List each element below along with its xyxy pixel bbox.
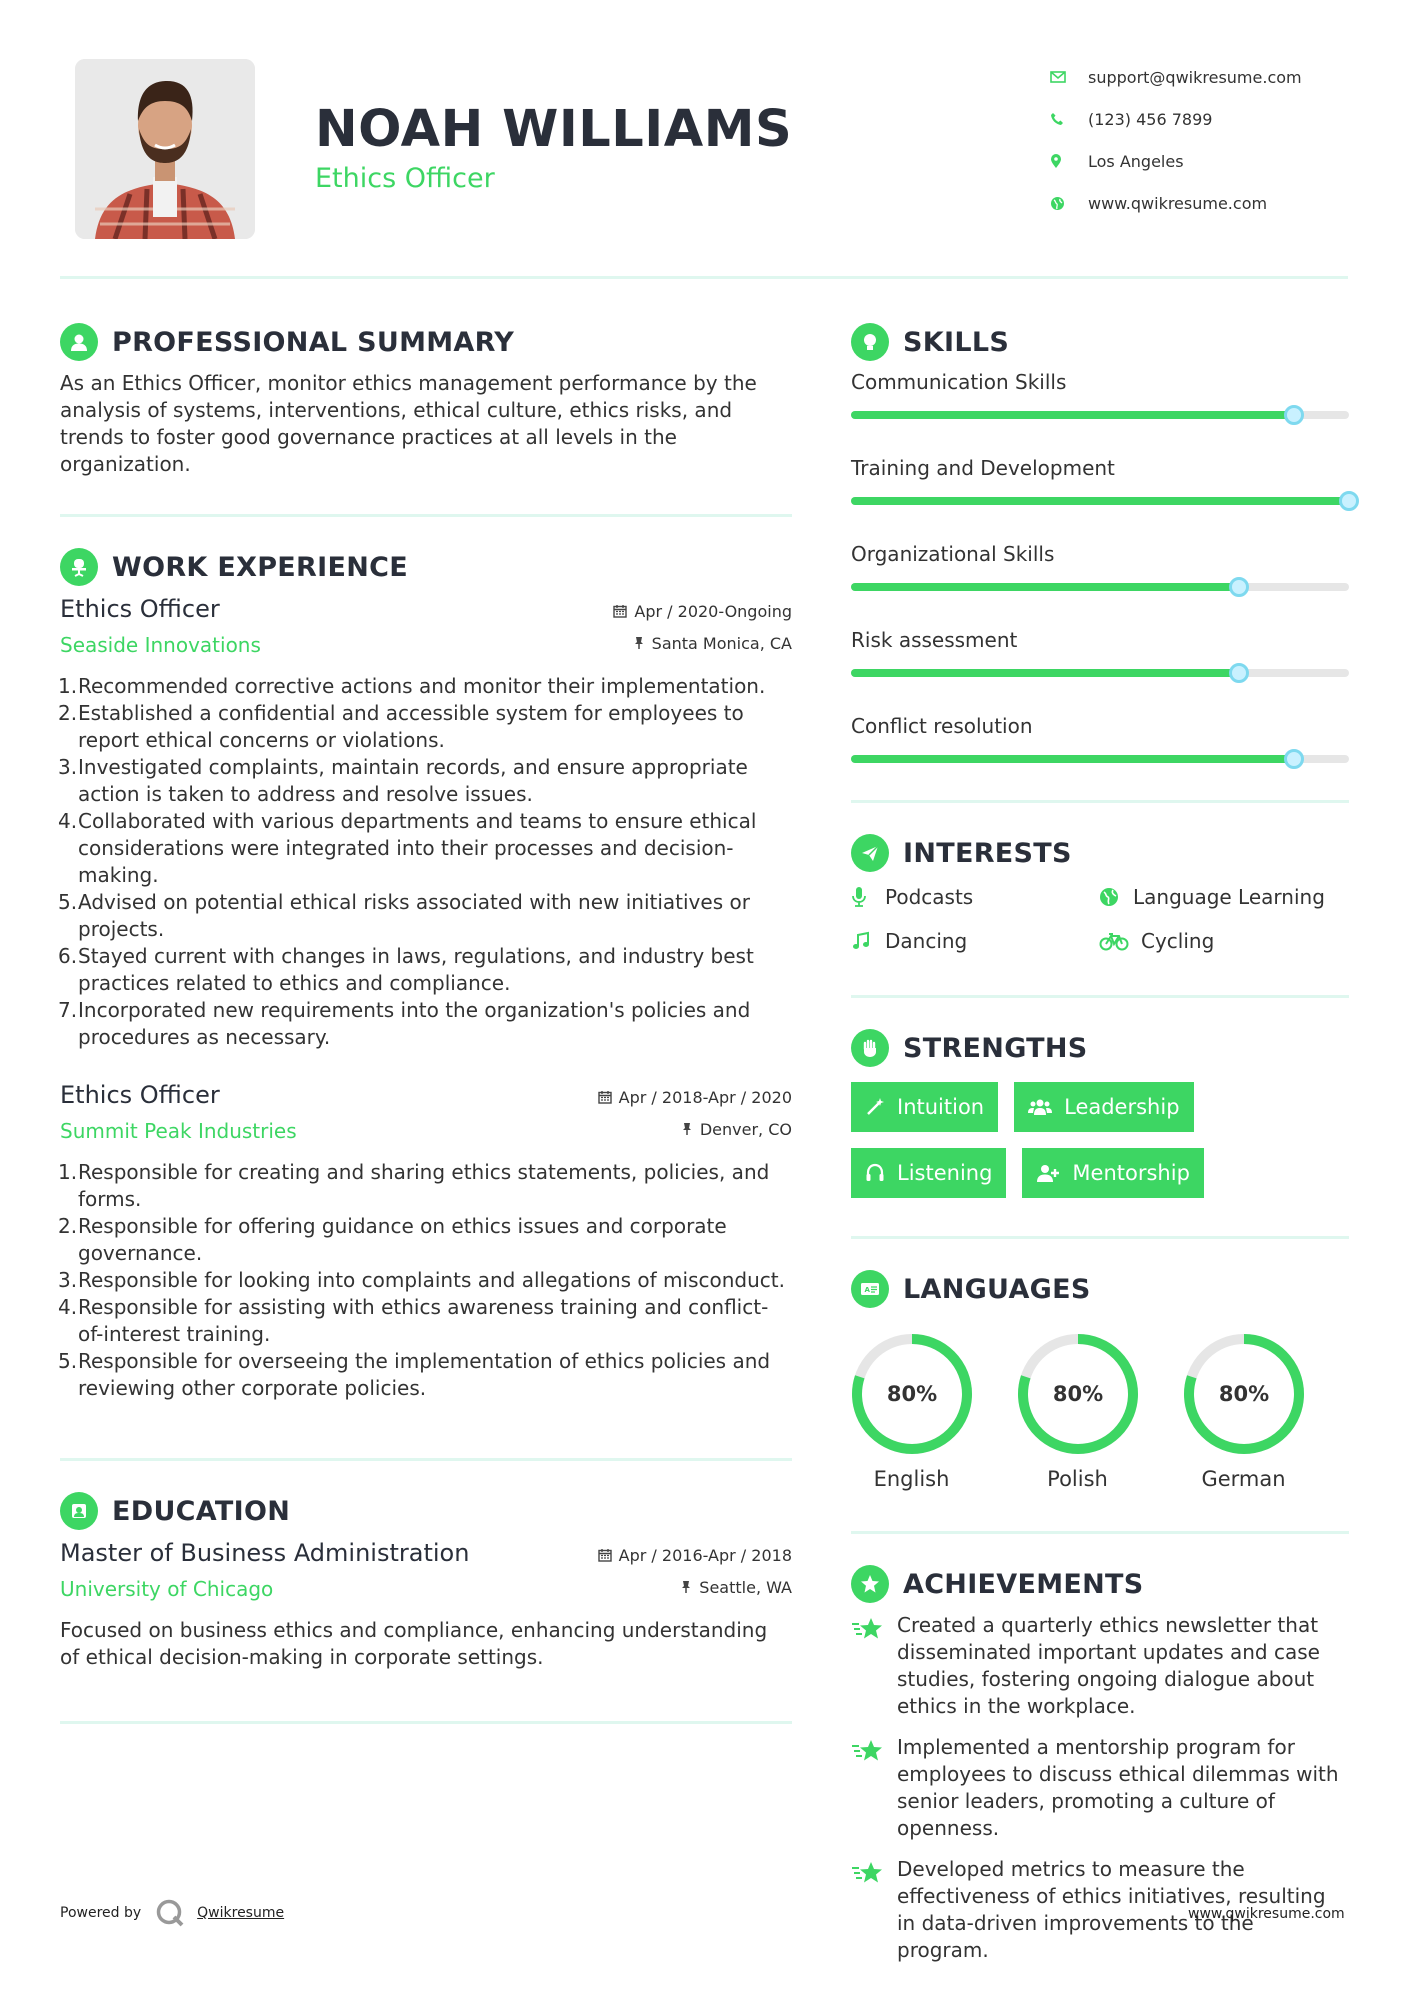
job-entry-header <box>60 595 792 659</box>
achievement-text: Created a quarterly ethics newsletter that disseminated important updates and case studies, fostering ongoing dialogue about ethics in the workplace. <box>897 1613 1320 1718</box>
skill-item <box>851 628 1349 677</box>
headphones-icon <box>865 1163 885 1183</box>
language-percent: 80% <box>1218 1382 1270 1406</box>
languages-list <box>851 1333 1349 1491</box>
achievements-section <box>851 1562 1349 1964</box>
job-role: Ethics Officer <box>60 595 220 623</box>
duty-item: 3. Investigated complaints, maintain records, and ensure appropriate action is taken to address and resolve issues. <box>58 755 748 806</box>
duty-text: Investigated complaints, maintain records, and ensure appropriate action is taken to address and resolve issues. <box>78 755 748 806</box>
strengths-heading: STRENGTHS <box>903 1032 1088 1064</box>
interests-divider <box>851 995 1349 998</box>
interest-label: Podcasts <box>885 885 974 909</box>
candidate-name: NOAH WILLIAMS <box>315 100 793 159</box>
location-icon <box>1050 154 1088 169</box>
interest-label: Cycling <box>1141 929 1215 953</box>
strength-label: Mentorship <box>1072 1161 1190 1185</box>
job-dates-text: Apr / 2018-Apr / 2020 <box>618 1087 792 1107</box>
experience-section <box>60 545 792 1402</box>
languages-section <box>851 1267 1349 1491</box>
interest-item <box>1099 927 1349 955</box>
strength-tag <box>1014 1082 1193 1132</box>
duty-text: Responsible for looking into complaints and allegations of misconduct. <box>78 1268 785 1292</box>
job-location-text: Santa Monica, CA <box>651 633 792 653</box>
language-name: Polish <box>1047 1467 1108 1491</box>
lightbulb-icon <box>851 323 889 361</box>
qwikresume-link[interactable]: Qwikresume <box>197 1905 285 1921</box>
skills-divider <box>851 800 1349 803</box>
experience-heading: WORK EXPERIENCE <box>112 551 408 583</box>
job-company: Summit Peak Industries <box>60 1119 297 1143</box>
job-location-text: Denver, CO <box>699 1119 792 1139</box>
job-titles <box>60 1081 297 1143</box>
job-entry <box>60 1081 792 1402</box>
job-meta <box>613 595 792 659</box>
skill-item <box>851 542 1349 591</box>
user-plus-icon <box>1036 1163 1060 1183</box>
music-icon <box>851 931 879 951</box>
duty-item: 1. Responsible for creating and sharing ethics statements, policies, and forms. <box>58 1160 770 1211</box>
contact-phone[interactable] <box>1050 98 1380 140</box>
achievement-text: Implemented a mentorship program for employees to discuss ethical dilemmas with senior leaders, promoting a culture of openness. <box>897 1735 1339 1840</box>
duty-item: 1. Recommended corrective actions and monitor their implementation. <box>58 674 766 698</box>
education-location-text: Seattle, WA <box>699 1577 792 1597</box>
language-percent: 80% <box>1052 1382 1104 1406</box>
skill-bar <box>851 497 1349 505</box>
contact-phone-text: (123) 456 7899 <box>1088 109 1213 129</box>
briefcase-chair-icon <box>60 548 98 586</box>
education-header <box>60 1489 792 1533</box>
strengths-divider <box>851 1236 1349 1239</box>
contact-location-text: Los Angeles <box>1088 151 1184 171</box>
languages-header <box>851 1267 1349 1311</box>
interest-item <box>1099 883 1349 911</box>
skill-knob <box>1229 577 1249 597</box>
skill-bar <box>851 755 1349 763</box>
microphone-icon <box>851 886 879 908</box>
interest-item <box>851 883 1099 911</box>
pin-icon <box>680 1580 692 1594</box>
skill-label: Training and Development <box>851 456 1115 480</box>
job-entry-header <box>60 1081 792 1145</box>
job-location <box>613 627 792 659</box>
phone-icon <box>1050 112 1088 126</box>
skill-knob <box>1284 405 1304 425</box>
achievement-item <box>851 1612 1349 1720</box>
job-titles <box>60 595 261 657</box>
skills-list <box>851 370 1349 763</box>
right-column <box>851 320 1349 1964</box>
duty-text: Recommended corrective actions and monitor their implementation. <box>78 674 766 698</box>
skill-bar <box>851 411 1349 419</box>
users-icon <box>1028 1097 1052 1117</box>
graduation-icon <box>60 1492 98 1530</box>
language-name: German <box>1201 1467 1286 1491</box>
star-icon <box>851 1734 897 1842</box>
footer-powered-by <box>60 1898 284 1928</box>
education-dates-text: Apr / 2016-Apr / 2018 <box>618 1545 792 1565</box>
duty-item: 5. Responsible for overseeing the implementation of ethics policies and reviewing other corporate policies. <box>58 1349 771 1400</box>
job-meta <box>598 1081 792 1145</box>
user-icon <box>60 323 98 361</box>
language-percent: 80% <box>886 1382 938 1406</box>
achievements-header <box>851 1562 1349 1606</box>
powered-by-label: Powered by <box>60 1905 142 1921</box>
globe-icon <box>1050 196 1088 211</box>
languages-divider <box>851 1531 1349 1534</box>
education-meta <box>598 1539 792 1603</box>
duty-text: Stayed current with changes in laws, regulations, and industry best practices related to ethics and compliance. <box>78 944 754 995</box>
languages-heading: LANGUAGES <box>903 1273 1091 1305</box>
interests-header <box>851 831 1349 875</box>
duty-text: Advised on potential ethical risks associated with new initiatives or projects. <box>78 890 750 941</box>
summary-header <box>60 320 792 364</box>
header-divider <box>60 276 1348 279</box>
language-ring <box>851 1333 973 1455</box>
job-duties <box>60 673 792 1051</box>
job-location <box>598 1113 792 1145</box>
duty-text: Responsible for overseeing the implementation of ethics policies and reviewing other corporate policies. <box>78 1349 771 1400</box>
skill-knob <box>1339 491 1359 511</box>
summary-heading: PROFESSIONAL SUMMARY <box>112 326 515 358</box>
calendar-icon <box>598 1090 612 1104</box>
interest-item <box>851 927 1099 955</box>
skill-knob <box>1284 749 1304 769</box>
experience-header <box>60 545 792 589</box>
contact-email-text: support@qwikresume.com <box>1088 67 1302 87</box>
interest-label: Dancing <box>885 929 968 953</box>
achievement-item <box>851 1734 1349 1842</box>
email-icon <box>1050 71 1088 83</box>
achievement-text: Developed metrics to measure the effectiveness of ethics initiatives, resulting in data-driven improvements to the program. <box>897 1857 1326 1962</box>
school: University of Chicago <box>60 1577 274 1601</box>
duty-text: Responsible for assisting with ethics awareness training and conflict-of-interest training. <box>78 1295 769 1346</box>
education-divider <box>60 1721 792 1724</box>
skill-bar <box>851 583 1349 591</box>
duty-item: 3. Responsible for looking into complaints and allegations of misconduct. <box>58 1268 785 1292</box>
skills-header <box>851 320 1349 364</box>
calendar-icon <box>613 604 627 618</box>
language-icon <box>851 1270 889 1308</box>
skills-section <box>851 320 1349 763</box>
skill-label: Risk assessment <box>851 628 1018 652</box>
duty-text: Responsible for creating and sharing ethics statements, policies, and forms. <box>78 1160 770 1211</box>
left-column <box>60 320 792 1724</box>
job-role: Ethics Officer <box>60 1081 220 1109</box>
language-ring <box>1017 1333 1139 1455</box>
education-section <box>60 1489 792 1671</box>
duty-item: 7. Incorporated new requirements into the organization's policies and procedures as necessary. <box>58 998 751 1049</box>
duty-item: 6. Stayed current with changes in laws, regulations, and industry best practices related to ethics and compliance. <box>58 944 754 995</box>
language-item <box>1183 1333 1349 1491</box>
skill-item <box>851 456 1349 505</box>
education-description: Focused on business ethics and compliance, enhancing understanding of ethical decision-making in corporate settings. <box>60 1618 768 1669</box>
candidate-title: Ethics Officer <box>315 163 495 194</box>
job-dates <box>598 1081 792 1113</box>
calendar-icon <box>598 1548 612 1562</box>
summary-divider <box>60 514 792 517</box>
strengths-header <box>851 1026 1349 1070</box>
pin-icon <box>633 636 645 650</box>
globe-icon <box>1099 887 1127 907</box>
star-icon <box>851 1856 897 1964</box>
education-heading: EDUCATION <box>112 1495 291 1527</box>
star-icon <box>851 1612 897 1720</box>
interests-section <box>851 831 1349 955</box>
contact-website-text: www.qwikresume.com <box>1088 193 1268 213</box>
duty-text: Collaborated with various departments and teams to ensure ethical considerations were integrated into their processes and decision-making. <box>78 809 757 887</box>
duty-text: Established a confidential and accessible system for employees to report ethical concerns or violations. <box>78 701 744 752</box>
qwikresume-logo-icon <box>155 1898 185 1928</box>
contact-list <box>1050 56 1380 224</box>
duty-item: 4. Collaborated with various departments and teams to ensure ethical considerations were integrated into their processes and decision-making. <box>58 809 757 887</box>
skill-fill <box>851 411 1294 419</box>
strengths-list <box>851 1082 1349 1198</box>
job-duties <box>60 1159 792 1402</box>
achievements-heading: ACHIEVEMENTS <box>903 1568 1144 1600</box>
interest-label: Language Learning <box>1133 885 1325 909</box>
strengths-section <box>851 1026 1349 1198</box>
language-name: English <box>873 1467 950 1491</box>
duty-item: 2. Established a confidential and accessible system for employees to report ethical concerns or violations. <box>58 701 744 752</box>
duty-item: 4. Responsible for assisting with ethics awareness training and conflict-of-interest training. <box>58 1295 769 1346</box>
job-entry <box>60 595 792 1051</box>
profile-photo <box>75 59 255 239</box>
bicycle-icon <box>1099 931 1135 951</box>
skill-label: Conflict resolution <box>851 714 1033 738</box>
duty-text: Incorporated new requirements into the organization's policies and procedures as necessary. <box>78 998 751 1049</box>
strength-tag <box>851 1148 1006 1198</box>
interests-heading: INTERESTS <box>903 837 1072 869</box>
job-dates-text: Apr / 2020-Ongoing <box>634 601 792 621</box>
interests-list <box>851 883 1349 955</box>
hand-icon <box>851 1029 889 1067</box>
duty-item: 5. Advised on potential ethical risks associated with new initiatives or projects. <box>58 890 750 941</box>
skill-item <box>851 714 1349 763</box>
language-item <box>851 1333 1017 1491</box>
summary-text: As an Ethics Officer, monitor ethics management performance by the analysis of systems, interventions, ethical culture, ethics risks, and trends to foster good governance practices at all levels in the organization. <box>60 371 757 476</box>
experience-divider <box>60 1458 792 1461</box>
magic-wand-icon <box>865 1097 885 1117</box>
contact-location <box>1050 140 1380 182</box>
strength-tag <box>851 1082 998 1132</box>
job-dates <box>613 595 792 627</box>
job-company: Seaside Innovations <box>60 633 261 657</box>
pin-icon <box>681 1122 693 1136</box>
skill-label: Organizational Skills <box>851 542 1055 566</box>
education-titles <box>60 1539 469 1601</box>
language-ring <box>1183 1333 1305 1455</box>
skill-item <box>851 370 1349 419</box>
duty-text: Responsible for offering guidance on ethics issues and corporate governance. <box>78 1214 727 1265</box>
contact-website[interactable] <box>1050 182 1380 224</box>
svg-text:A: A <box>864 1286 870 1294</box>
education-entry-header <box>60 1539 792 1603</box>
summary-section <box>60 320 792 478</box>
strength-label: Leadership <box>1064 1095 1180 1119</box>
skill-fill <box>851 583 1239 591</box>
skill-label: Communication Skills <box>851 370 1067 394</box>
skill-fill <box>851 669 1239 677</box>
strength-tag <box>1022 1148 1203 1198</box>
skills-heading: SKILLS <box>903 326 1010 358</box>
education-dates <box>598 1539 792 1571</box>
strength-label: Listening <box>897 1161 993 1185</box>
star-badge-icon <box>851 1565 889 1603</box>
skill-fill <box>851 755 1294 763</box>
skill-fill <box>851 497 1349 505</box>
duty-item: 2. Responsible for offering guidance on ethics issues and corporate governance. <box>58 1214 727 1265</box>
paper-plane-icon <box>851 834 889 872</box>
skill-bar <box>851 669 1349 677</box>
language-item <box>1017 1333 1183 1491</box>
education-location <box>598 1571 792 1603</box>
degree: Master of Business Administration <box>60 1539 470 1567</box>
contact-email[interactable] <box>1050 56 1380 98</box>
strength-label: Intuition <box>897 1095 985 1119</box>
skill-knob <box>1229 663 1249 683</box>
footer-website[interactable]: www.qwikresume.com <box>1188 1906 1345 1922</box>
